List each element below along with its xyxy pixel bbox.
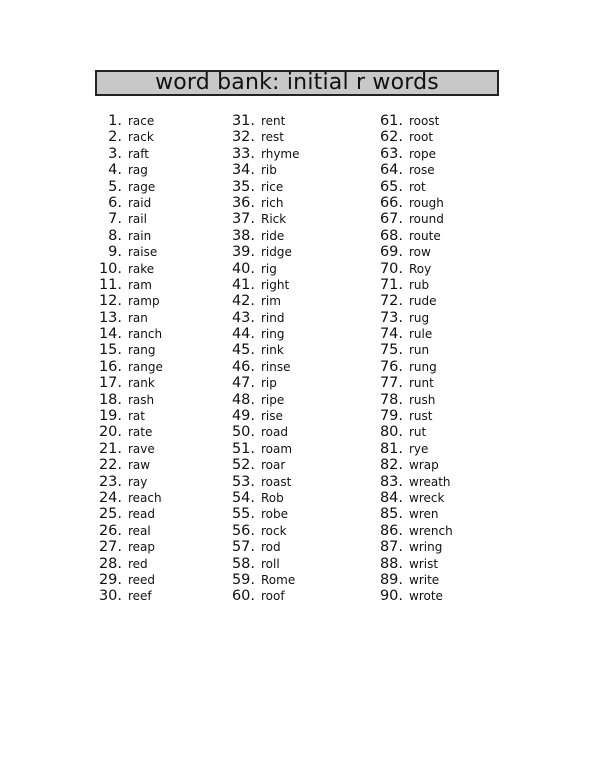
item-number: 63. (379, 145, 403, 162)
word-list-item (95, 244, 163, 260)
item-word: rink (261, 343, 284, 358)
word-list-item (225, 556, 300, 572)
item-number: 9. (108, 244, 122, 261)
word-list-item (95, 523, 163, 539)
item-word: road (261, 425, 288, 440)
item-number: 42. (231, 293, 255, 310)
item-word: rot (409, 179, 426, 194)
item-number: 75. (379, 342, 403, 359)
word-column-1 (95, 113, 163, 605)
word-list-item (225, 326, 300, 342)
item-word: right (261, 277, 290, 292)
item-word: rind (261, 310, 285, 325)
item-word: round (409, 212, 444, 227)
item-word: rat (128, 409, 145, 424)
item-word: rank (128, 376, 155, 391)
word-list-item (370, 211, 453, 227)
item-number: 28. (98, 555, 122, 572)
item-word: rung (409, 359, 437, 374)
item-word: run (409, 343, 430, 358)
word-list-item (225, 588, 300, 604)
word-list-item (370, 523, 453, 539)
item-number: 48. (231, 391, 255, 408)
item-word: rag (128, 163, 148, 178)
item-number: 57. (231, 539, 255, 556)
item-word: rug (409, 310, 430, 325)
word-list-item (95, 359, 163, 375)
item-number: 1. (108, 113, 122, 129)
word-list-item (370, 293, 453, 309)
word-list-item (225, 523, 300, 539)
item-number: 54. (231, 489, 255, 506)
word-list-item (370, 375, 453, 391)
item-number: 74. (379, 326, 403, 343)
item-word: rich (261, 195, 284, 210)
item-number: 38. (231, 227, 255, 244)
word-list-item (95, 277, 163, 293)
word-list-item (95, 392, 163, 408)
item-number: 71. (379, 276, 403, 293)
item-word: wrote (409, 589, 443, 604)
item-number: 20. (98, 424, 122, 441)
item-word: Rick (261, 212, 287, 227)
item-word: ram (128, 277, 152, 292)
word-column-3 (370, 113, 453, 605)
word-list-item (370, 129, 453, 145)
word-column-2 (225, 113, 300, 605)
word-list-item (370, 146, 453, 162)
item-number: 13. (98, 309, 122, 326)
item-word: wreath (409, 474, 451, 489)
item-number: 7. (108, 211, 122, 228)
item-word: rake (128, 261, 155, 276)
item-number: 89. (379, 571, 403, 588)
item-word: rack (128, 130, 154, 145)
item-number: 82. (379, 457, 403, 474)
word-list-item (225, 228, 300, 244)
word-list-item (370, 310, 453, 326)
word-list-item (95, 474, 163, 490)
item-word: Rob (261, 490, 284, 505)
item-word: reed (128, 572, 156, 587)
word-list-item (370, 244, 453, 260)
word-list-item (95, 293, 163, 309)
item-number: 72. (379, 293, 403, 310)
word-list-item (225, 392, 300, 408)
item-word: roof (261, 589, 285, 604)
item-number: 43. (231, 309, 255, 326)
item-number: 46. (231, 358, 255, 375)
item-number: 14. (98, 326, 122, 343)
page-title: word bank: initial r words (155, 70, 439, 95)
item-number: 27. (98, 539, 122, 556)
word-list-item (95, 195, 163, 211)
item-word: rise (261, 409, 283, 424)
word-list-item (225, 342, 300, 358)
item-word: rim (261, 294, 281, 309)
item-number: 66. (379, 194, 403, 211)
word-list-item (95, 490, 163, 506)
item-number: 53. (231, 473, 255, 490)
word-list-item (370, 179, 453, 195)
item-word: ride (261, 228, 285, 243)
item-word: rash (128, 392, 155, 407)
item-number: 6. (108, 194, 122, 211)
item-number: 80. (379, 424, 403, 441)
word-list-item (225, 539, 300, 555)
word-list-item (370, 277, 453, 293)
word-list-item (95, 572, 163, 588)
item-word: raft (128, 146, 150, 161)
item-word: root (409, 130, 434, 145)
item-number: 31. (231, 113, 255, 129)
word-list-item (225, 572, 300, 588)
item-number: 65. (379, 178, 403, 195)
word-list-item (95, 113, 163, 129)
item-number: 41. (231, 276, 255, 293)
item-number: 16. (98, 358, 122, 375)
item-number: 39. (231, 244, 255, 261)
word-list-item (370, 457, 453, 473)
item-word: reach (128, 490, 162, 505)
word-list-item (225, 277, 300, 293)
word-list-item (370, 424, 453, 440)
word-list-item (370, 490, 453, 506)
word-list-item (225, 441, 300, 457)
item-number: 2. (108, 129, 122, 146)
word-list-item (370, 261, 453, 277)
item-word: roost (409, 114, 440, 128)
item-word: ran (128, 310, 148, 325)
word-list-item (370, 539, 453, 555)
item-word: rave (128, 441, 155, 456)
item-word: rock (261, 523, 287, 538)
item-number: 88. (379, 555, 403, 572)
word-list-item (95, 261, 163, 277)
item-number: 44. (231, 326, 255, 343)
word-list-item (95, 588, 163, 604)
item-number: 40. (231, 260, 255, 277)
item-word: route (409, 228, 441, 243)
item-number: 5. (108, 178, 122, 195)
word-list-item (95, 556, 163, 572)
item-word: roast (261, 474, 292, 489)
word-list-item (95, 539, 163, 555)
item-number: 17. (98, 375, 122, 392)
word-list-item (370, 506, 453, 522)
item-number: 49. (231, 408, 255, 425)
word-list-item (95, 162, 163, 178)
item-number: 90. (379, 588, 403, 605)
item-number: 12. (98, 293, 122, 310)
item-number: 51. (231, 440, 255, 457)
item-number: 67. (379, 211, 403, 228)
word-list-item (95, 375, 163, 391)
item-number: 78. (379, 391, 403, 408)
item-number: 70. (379, 260, 403, 277)
item-word: range (128, 359, 163, 374)
item-word: rig (261, 261, 277, 276)
item-number: 61. (379, 113, 403, 129)
item-word: ripe (261, 392, 285, 407)
word-list-item (370, 113, 453, 129)
item-number: 37. (231, 211, 255, 228)
item-number: 83. (379, 473, 403, 490)
word-list-item (95, 342, 163, 358)
word-list-item (370, 162, 453, 178)
word-list-item (225, 146, 300, 162)
item-word: write (409, 572, 440, 587)
item-word: rib (261, 163, 277, 178)
item-word: ring (261, 327, 285, 342)
word-list-item (225, 113, 300, 129)
item-word: real (128, 523, 151, 538)
item-number: 87. (379, 539, 403, 556)
item-number: 8. (108, 227, 122, 244)
item-word: rush (409, 392, 436, 407)
item-number: 86. (379, 522, 403, 539)
item-number: 60. (231, 588, 255, 605)
word-list-item (370, 572, 453, 588)
item-number: 29. (98, 571, 122, 588)
item-number: 64. (379, 162, 403, 179)
word-list-item (225, 261, 300, 277)
item-number: 36. (231, 194, 255, 211)
item-word: rest (261, 130, 285, 145)
item-word: rope (409, 146, 437, 161)
word-list-item (95, 129, 163, 145)
word-list-item (370, 342, 453, 358)
item-word: rage (128, 179, 156, 194)
item-word: roll (261, 556, 280, 571)
word-list-item (225, 244, 300, 260)
item-word: rust (409, 409, 433, 424)
word-list-item (225, 375, 300, 391)
word-list-item (95, 228, 163, 244)
item-word: Roy (409, 261, 432, 276)
word-list-item (95, 441, 163, 457)
item-word: roar (261, 458, 286, 473)
item-word: wrist (409, 556, 439, 571)
item-number: 25. (98, 506, 122, 523)
word-list-item (95, 457, 163, 473)
word-list-item (95, 326, 163, 342)
item-word: read (128, 507, 156, 522)
item-word: ridge (261, 245, 292, 260)
word-list-item (225, 506, 300, 522)
word-list-item (370, 359, 453, 375)
item-word: rude (409, 294, 437, 309)
word-list-item (95, 211, 163, 227)
word-list-item (370, 474, 453, 490)
item-number: 26. (98, 522, 122, 539)
item-word: reef (128, 589, 152, 604)
item-number: 10. (98, 260, 122, 277)
item-word: rut (409, 425, 427, 440)
item-number: 45. (231, 342, 255, 359)
item-number: 56. (231, 522, 255, 539)
item-number: 22. (98, 457, 122, 474)
word-list-item (225, 424, 300, 440)
word-list-item (95, 146, 163, 162)
item-word: wring (409, 540, 443, 555)
item-word: red (128, 556, 148, 571)
item-word: raw (128, 458, 151, 473)
item-number: 68. (379, 227, 403, 244)
item-number: 21. (98, 440, 122, 457)
word-list-item (225, 211, 300, 227)
item-word: rub (409, 277, 430, 292)
word-list-item (370, 588, 453, 604)
item-number: 19. (98, 408, 122, 425)
item-word: wrap (409, 458, 439, 473)
word-list-item (370, 556, 453, 572)
item-number: 58. (231, 555, 255, 572)
word-list-item (95, 179, 163, 195)
item-number: 85. (379, 506, 403, 523)
item-number: 59. (231, 571, 255, 588)
item-number: 73. (379, 309, 403, 326)
item-word: row (409, 245, 431, 260)
item-word: Rome (261, 572, 296, 587)
word-list-item (95, 408, 163, 424)
word-list-item (370, 326, 453, 342)
item-number: 84. (379, 489, 403, 506)
word-list-item (225, 457, 300, 473)
item-word: rod (261, 540, 281, 555)
item-number: 69. (379, 244, 403, 261)
item-number: 76. (379, 358, 403, 375)
item-number: 47. (231, 375, 255, 392)
item-number: 81. (379, 440, 403, 457)
item-word: race (128, 114, 155, 128)
item-number: 77. (379, 375, 403, 392)
item-number: 18. (98, 391, 122, 408)
item-number: 11. (98, 276, 122, 293)
item-word: wren (409, 507, 439, 522)
item-word: wreck (409, 490, 445, 505)
word-list-item (370, 195, 453, 211)
item-word: rang (128, 343, 156, 358)
title-banner (95, 70, 499, 96)
item-word: rough (409, 195, 444, 210)
item-number: 34. (231, 162, 255, 179)
item-number: 35. (231, 178, 255, 195)
word-list-item (370, 441, 453, 457)
item-number: 3. (108, 145, 122, 162)
word-list-item (225, 359, 300, 375)
word-list-item (225, 195, 300, 211)
item-word: rain (128, 228, 152, 243)
word-list-item (225, 293, 300, 309)
item-word: ray (128, 474, 148, 489)
item-number: 79. (379, 408, 403, 425)
word-list-item (225, 490, 300, 506)
item-word: rip (261, 376, 277, 391)
item-word: ranch (128, 327, 163, 342)
item-number: 62. (379, 129, 403, 146)
item-word: rye (409, 441, 429, 456)
item-word: rhyme (261, 146, 300, 161)
item-number: 15. (98, 342, 122, 359)
item-number: 55. (231, 506, 255, 523)
word-list-item (225, 162, 300, 178)
item-number: 23. (98, 473, 122, 490)
item-word: wrench (409, 523, 453, 538)
item-word: rule (409, 327, 433, 342)
word-list-item (95, 506, 163, 522)
item-word: ramp (128, 294, 160, 309)
item-number: 50. (231, 424, 255, 441)
word-list-item (225, 408, 300, 424)
word-list-item (225, 179, 300, 195)
item-number: 4. (108, 162, 122, 179)
item-word: rail (128, 212, 147, 227)
item-word: roam (261, 441, 293, 456)
item-word: rinse (261, 359, 291, 374)
item-word: reap (128, 540, 156, 555)
item-number: 52. (231, 457, 255, 474)
word-list-item (225, 129, 300, 145)
word-list-item (370, 392, 453, 408)
item-word: robe (261, 507, 289, 522)
item-word: rate (128, 425, 153, 440)
word-list-item (370, 408, 453, 424)
word-list-item (225, 474, 300, 490)
item-number: 33. (231, 145, 255, 162)
item-number: 30. (98, 588, 122, 605)
item-word: rose (409, 163, 435, 178)
item-word: raid (128, 195, 152, 210)
word-list-item (370, 228, 453, 244)
item-word: rice (261, 179, 284, 194)
item-number: 24. (98, 489, 122, 506)
word-list-item (95, 424, 163, 440)
item-word: rent (261, 114, 286, 128)
word-list-item (225, 310, 300, 326)
word-list-item (95, 310, 163, 326)
item-word: raise (128, 245, 158, 260)
item-number: 32. (231, 129, 255, 146)
item-word: runt (409, 376, 434, 391)
